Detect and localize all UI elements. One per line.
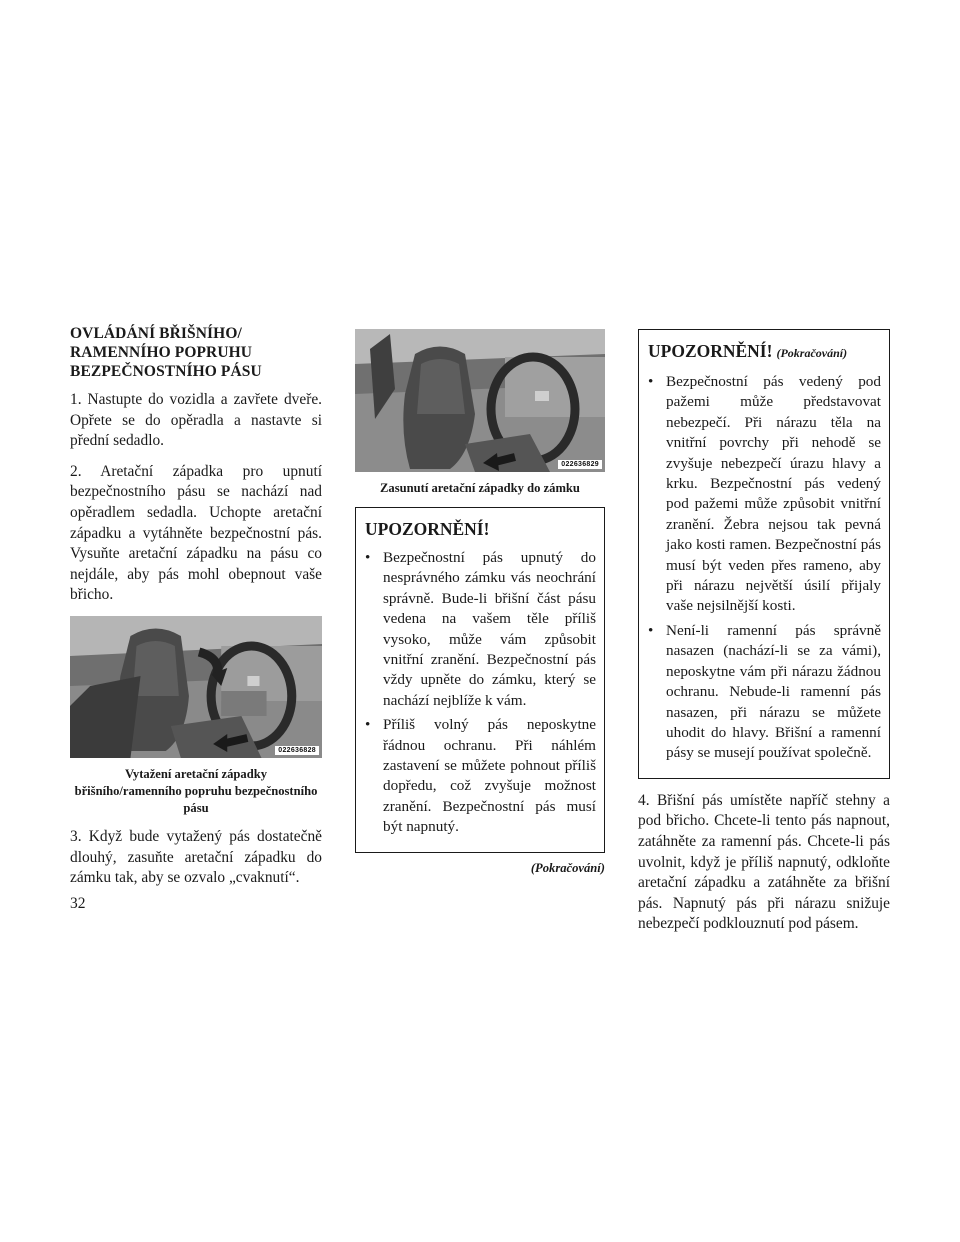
figure-insert-latch xyxy=(355,329,605,472)
figure-caption: Zasunutí aretační západky do zámku xyxy=(380,481,580,495)
bullet: • xyxy=(365,549,371,566)
warning-item xyxy=(365,548,596,711)
warning-title-text: UPOZORNĚNÍ! xyxy=(648,341,773,361)
warning-item-text: Bezpečnostní pás vedený pod pažemi může představovat nebezpečí. Při nárazu těla na vnitřní povrchy při nehodě se zvyšuje nebezpečí úrazu hlavy a krku. Bezpečnostní pás vedený pod pažemi může způsobit vnitřní zranění. Žebra nejsou tak pevná jako kosti ramen. Bezpečnostní pás musí být veden přes rameno, aby při nárazu největší úsilí přijaly vaše nejsilnější kosti. xyxy=(666,373,881,615)
bullet: • xyxy=(648,621,654,639)
section-heading: OVLÁDÁNÍ BŘIŠNÍHO/ RAMENNÍHO POPRUHU BEZPEČNOSTNÍHO PÁSU xyxy=(70,325,262,380)
warning-item xyxy=(648,372,881,617)
warning-title xyxy=(648,340,881,364)
step-2: 2. Aretační západka pro upnutí bezpečnostního pásu se nachází nad opěradlem sedadla. Uchopte aretační západku a vytáhněte bezpečnostní pás. Vysuňte aretační západku na pásu co nejdále, aby pás mohl obepnout vaše břicho. xyxy=(70,462,322,604)
bullet: • xyxy=(365,716,371,734)
step-1: 1. Nastupte do vozidla a zavřete dveře. Opřete se do opěradla a nastavte si přední sedadlo. xyxy=(70,391,322,450)
continued-note: (Pokračování) xyxy=(530,860,605,875)
step-3: 3. Když bude vytažený pás dostatečně dlouhý, zasuňte aretační západku do zámku tak, aby se ozvalo „cvaknutí“. xyxy=(70,827,322,887)
warning-item xyxy=(365,715,596,837)
figure-code: 022636829 xyxy=(558,460,602,469)
warning-item-text: Příliš volný pás neposkytne řádnou ochranu. Při náhlém zastavení se můžete pohnout příliš dopředu, což zvyšuje možnost zranění. Bezpečnostní pás musí být napnutý. xyxy=(383,716,596,836)
middle-column xyxy=(355,329,605,876)
warning-item xyxy=(648,621,881,764)
page-number: 32 xyxy=(70,895,86,912)
warning-continued-label: (Pokračování) xyxy=(776,346,848,360)
warning-item-text: Není-li ramenní pás správně nasazen (nachází-li se za vámi), neposkytne vám při nárazu žádnou ochranu. Nebude-li ramenní pás nasazen, při nárazu se můžete uhodit do hlavy. Břišní a ramenní pásy se musejí používat společně. xyxy=(666,621,881,762)
figure-code: 022636828 xyxy=(275,746,319,755)
warning-title: UPOZORNĚNÍ! xyxy=(365,519,490,539)
warning-box xyxy=(355,507,605,853)
figure-caption: Vytažení aretační západky břišního/ramenního popruhu bezpečnostního pásu xyxy=(74,766,318,815)
warning-box-continued xyxy=(638,329,890,779)
step-4: 4. Břišní pás umístěte napříč stehny a pod břicho. Chcete-li tento pás napnout, zatáhněte za ramenní pás. Chcete-li pás uvolnit, když je příliš napnutý, odkloňte aretační západku a zatáhněte za břišní pás. Napnutý pás při nárazu snižuje nebezpečí podklouznutí pod pásem. xyxy=(638,791,890,933)
right-column xyxy=(638,329,890,945)
seat-belt-photo-illustration xyxy=(70,616,322,758)
buckle-photo-illustration xyxy=(355,329,605,472)
bullet: • xyxy=(648,373,654,390)
figure-pull-latch-plate xyxy=(70,616,322,758)
warning-item-text: Bezpečnostní pás upnutý do nesprávného zámku vás neochrání správně. Bude-li břišní část pásu vedena na vašem těle příliš vysoko, může vám způsobit vnitřní zranění. Bezpečnostní pás vždy upněte do zámku, který se nachází nejblíže k vám. xyxy=(383,549,596,709)
left-column xyxy=(70,324,322,899)
